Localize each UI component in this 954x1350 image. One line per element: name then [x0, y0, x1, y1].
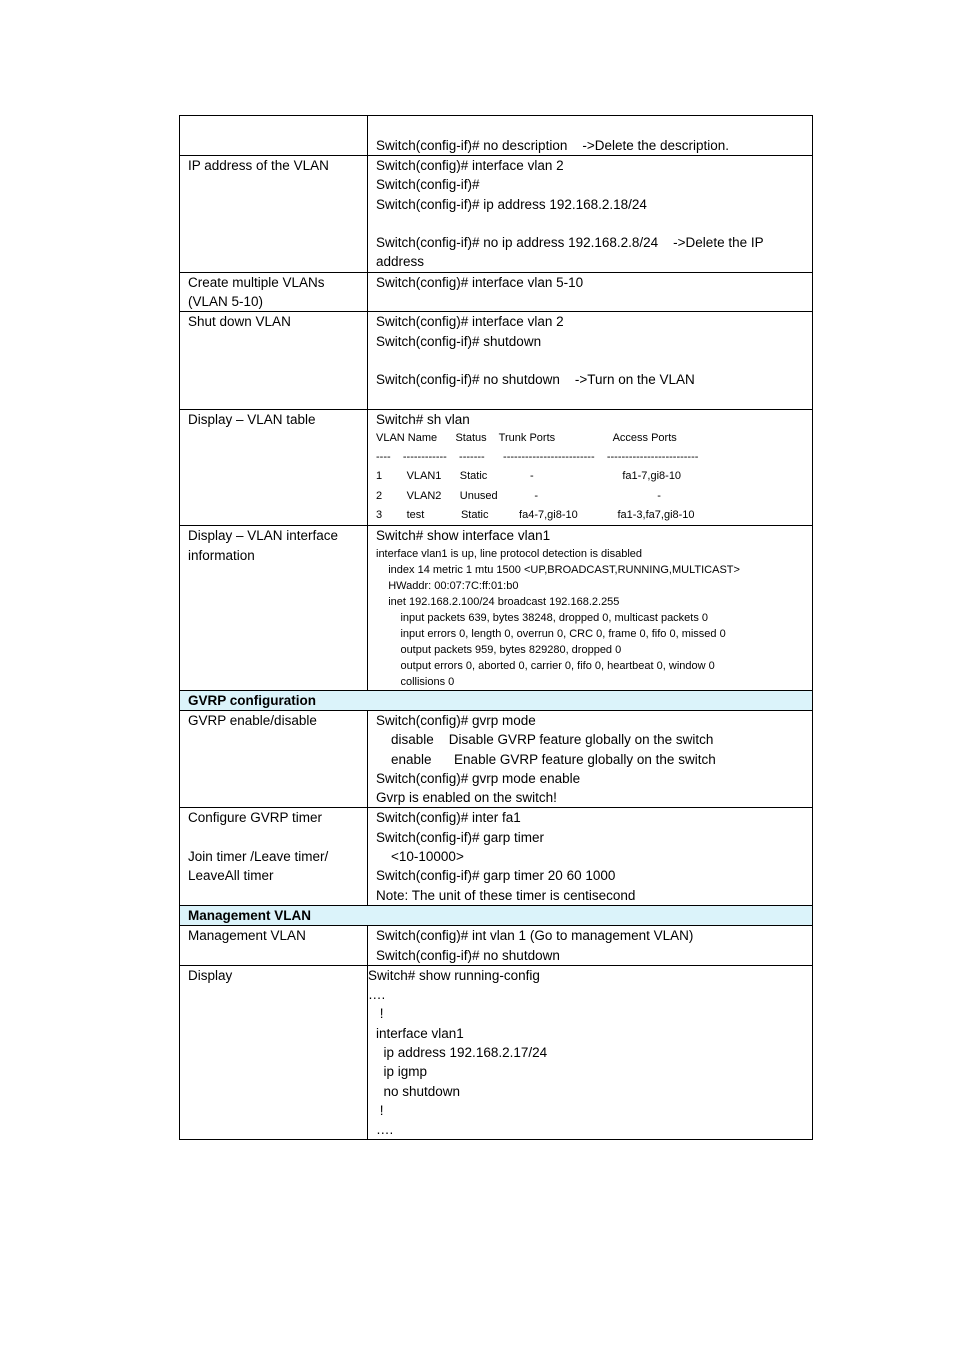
output-line: collisions 0 [376, 675, 455, 688]
command-line: interface vlan1 [376, 1025, 464, 1041]
row-commands [368, 409, 813, 526]
row-commands [368, 312, 813, 409]
row-label-line: Display – VLAN interface [188, 528, 339, 544]
command-line: Switch(config-if)# no description ->Delete the description. [376, 137, 730, 153]
row-label-line: LeaveAll timer [188, 868, 274, 884]
row-commands [368, 965, 813, 1140]
command-line: ip igmp [376, 1064, 428, 1080]
command-line: Switch(config)# int vlan 1 (Go to management VLAN) [376, 928, 694, 944]
row-label [180, 808, 368, 905]
command-line: Switch(config)# interface vlan 5-10 [376, 274, 584, 290]
command-line: ! [376, 1006, 384, 1022]
row-label-line: (VLAN 5-10) [188, 294, 264, 310]
table-row [180, 156, 813, 273]
row-commands [368, 710, 813, 807]
command-line: Switch(config-if)# garp timer [376, 829, 545, 845]
command-line: <10-10000> [376, 849, 464, 865]
vlan-table-header: VLAN Name Status Trunk Ports Access Ports [376, 431, 677, 444]
row-label: Display – VLAN table [180, 409, 368, 526]
section-title-gvrp: GVRP configuration [180, 690, 813, 710]
output-line: interface vlan1 is up, line protocol detection is disabled [376, 547, 642, 560]
vlan-table-separator: ---- ------------ ------- ------------------------- ------------------------- [376, 451, 699, 464]
command-line: Switch# sh vlan [376, 411, 470, 427]
section-header-row [180, 905, 813, 925]
command-line: Switch(config-if)# ip address 192.168.2.18/24 [376, 196, 647, 212]
row-commands [368, 926, 813, 966]
command-line: no shutdown [376, 1083, 461, 1099]
row-label-line: information [188, 547, 255, 563]
row-label: Shut down VLAN [180, 312, 368, 409]
command-line: Switch(config-if)# [376, 177, 480, 193]
table-row [180, 312, 813, 409]
command-line: Switch(config-if)# garp timer 20 60 1000 [376, 868, 616, 884]
command-line: Switch(config)# gvrp mode enable [376, 770, 581, 786]
output-line: HWaddr: 00:07:7C:ff:01:b0 [376, 579, 519, 592]
row-label [180, 116, 368, 156]
table-row [180, 808, 813, 905]
command-line: disable Disable GVRP feature globally on the switch [376, 732, 714, 748]
table-row [180, 409, 813, 526]
table-row [180, 965, 813, 1140]
output-line: input packets 639, bytes 38248, dropped 0, multicast packets 0 [376, 611, 709, 624]
vlan-table-row: 3 test Static fa4-7,gi8-10 fa1-3,fa7,gi8-10 [376, 509, 695, 522]
command-line: Switch# show interface vlan1 [376, 528, 551, 544]
output-line: output errors 0, aborted 0, carrier 0, fifo 0, heartbeat 0, window 0 [376, 659, 715, 672]
table-row [180, 526, 813, 690]
command-reference-table [179, 115, 813, 1140]
row-commands [368, 526, 813, 690]
section-title-management-vlan: Management VLAN [180, 905, 813, 925]
row-commands [368, 156, 813, 273]
table-row [180, 272, 813, 312]
vlan-table-row: 1 VLAN1 Static - fa1-7,gi8-10 [376, 470, 682, 483]
section-header-row [180, 690, 813, 710]
row-label: Management VLAN [180, 926, 368, 966]
output-line: input errors 0, length 0, overrun 0, CRC 0, frame 0, fifo 0, missed 0 [376, 627, 726, 640]
command-line: Gvrp is enabled on the switch! [376, 790, 557, 806]
command-line: …. [376, 1122, 394, 1138]
row-commands [368, 116, 813, 156]
row-label: GVRP enable/disable [180, 710, 368, 807]
row-label-line: Configure GVRP timer [188, 810, 323, 826]
command-line: Switch(config)# inter fa1 [376, 810, 521, 826]
command-line: Switch(config)# gvrp mode [376, 712, 536, 728]
command-line: enable Enable GVRP feature globally on the switch [376, 751, 716, 767]
table-row [180, 710, 813, 807]
output-line: inet 192.168.2.100/24 broadcast 192.168.2.255 [376, 595, 620, 608]
table-row [180, 116, 813, 156]
command-line: Switch(config)# interface vlan 2 [376, 314, 564, 330]
command-line: Switch(config-if)# shutdown [376, 333, 542, 349]
output-line: output packets 959, bytes 829280, dropped 0 [376, 643, 622, 656]
vlan-table-row: 2 VLAN2 Unused - - [376, 489, 661, 502]
row-label-line: Join timer /Leave timer/ [188, 849, 329, 865]
command-line: Switch# show running-config [368, 967, 540, 983]
command-line: ip address 192.168.2.17/24 [376, 1044, 548, 1060]
row-commands [368, 272, 813, 312]
command-line: Note: The unit of these timer is centisecond [376, 887, 636, 903]
row-commands [368, 808, 813, 905]
row-label: IP address of the VLAN [180, 156, 368, 273]
command-line: Switch(config-if)# no shutdown ->Turn on the VLAN [376, 372, 695, 388]
row-label [180, 526, 368, 690]
command-line: …. [368, 987, 386, 1003]
row-label: Display [180, 965, 368, 1140]
command-line: address [376, 254, 425, 270]
table-row [180, 926, 813, 966]
command-line: ! [376, 1102, 384, 1118]
command-line: Switch(config-if)# no shutdown [376, 947, 560, 963]
command-line: Switch(config-if)# no ip address 192.168.2.8/24 ->Delete the IP [376, 235, 764, 251]
output-line: index 14 metric 1 mtu 1500 <UP,BROADCAST,RUNNING,MULTICAST> [376, 563, 740, 576]
command-line: Switch(config)# interface vlan 2 [376, 158, 564, 173]
row-label-line: Create multiple VLANs [188, 274, 325, 290]
row-label [180, 272, 368, 312]
